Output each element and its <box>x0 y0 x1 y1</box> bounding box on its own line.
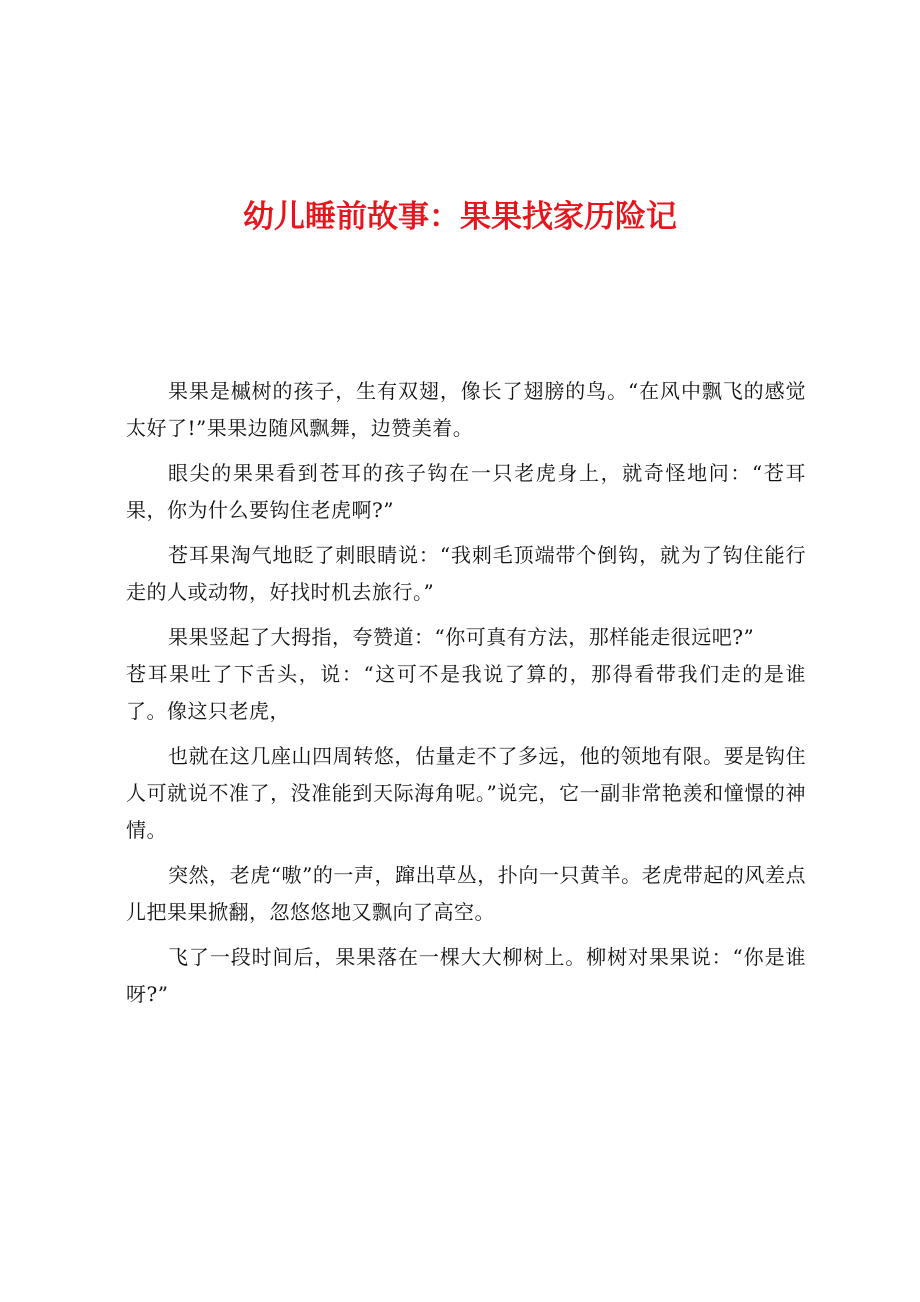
paragraph: 苍耳果淘气地眨了刺眼睛说：“我刺毛顶端带个倒钩，就为了钩住能行走的人或动物，好找时机去旅行。” <box>126 543 806 604</box>
paragraph: 飞了一段时间后，果果落在一棵大大柳树上。柳树对果果说：“你是谁呀?” <box>126 945 806 1006</box>
paragraph: 苍耳果吐了下舌头，说：“这可不是我说了算的，那得看带我们走的是谁了。像这只老虎， <box>126 662 806 723</box>
paragraph: 果果是槭树的孩子，生有双翅，像长了翅膀的鸟。“在风中飘飞的感觉太好了!”果果边随风飘舞，边赞美着。 <box>126 379 806 440</box>
paragraph: 果果竖起了大拇指，夸赞道：“你可真有方法，那样能走很远吧?” <box>168 625 755 649</box>
document-body <box>126 373 806 1021</box>
paragraph: 突然，老虎“嗷”的一声，蹿出草丛，扑向一只黄羊。老虎带起的风差点儿把果果掀翻，忽悠悠地又飘向了高空。 <box>126 863 806 924</box>
paragraph: 也就在这几座山四周转悠，估量走不了多远，他的领地有限。要是钩住人可就说不准了，没准能到天际海角呢。”说完，它一副非常艳羡和憧憬的神情。 <box>126 744 806 842</box>
document-title: 幼儿睡前故事：果果找家历险记 <box>243 199 677 235</box>
paragraph: 眼尖的果果看到苍耳的孩子钩在一只老虎身上，就奇怪地问：“苍耳果，你为什么要钩住老虎啊?” <box>126 461 806 522</box>
